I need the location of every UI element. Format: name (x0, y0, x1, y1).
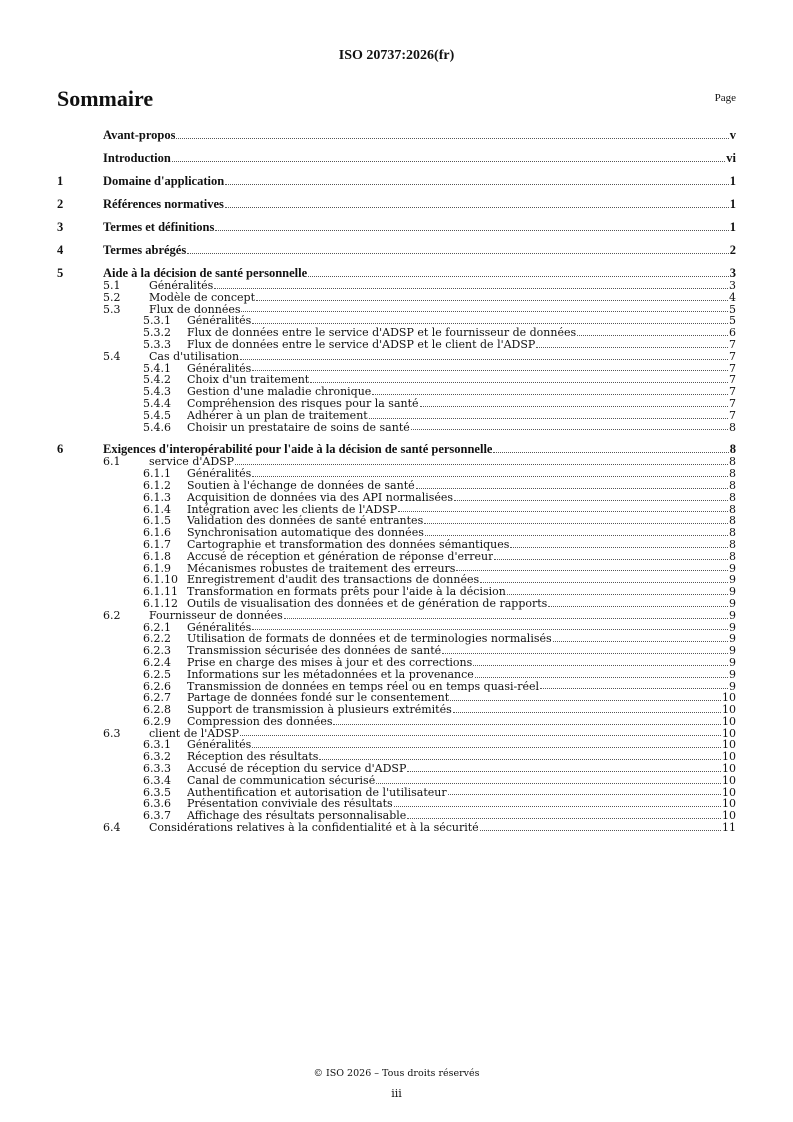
toc-entry-page: 10 (722, 738, 736, 752)
toc-entry-page: 8 (729, 537, 736, 551)
toc-entry-number: 6.1.9 (143, 561, 171, 575)
toc-entry-number: 6.1.3 (143, 490, 171, 504)
toc-entry-page: 2 (729, 243, 736, 257)
toc-entry-title: Généralités (187, 315, 252, 328)
toc-entry[interactable] (57, 716, 736, 728)
dot-leader (252, 368, 728, 371)
dot-leader (176, 136, 728, 139)
toc-entry-title: Fournisseur de données (149, 609, 283, 622)
toc-entry-number: 6.2.9 (143, 714, 171, 728)
toc-entry-page: 3 (729, 279, 736, 292)
toc-entry-title: Prise en charge des mises à jour et des corrections (187, 656, 473, 669)
dot-leader (172, 159, 725, 162)
toc-entry-page: 10 (722, 714, 736, 728)
toc-entry-number: 6.1.2 (143, 478, 171, 492)
toc-entry-number: 5.4.5 (143, 408, 171, 422)
toc-entry-number: 5.4.2 (143, 373, 171, 387)
dot-leader (448, 792, 721, 795)
dot-leader (310, 380, 728, 383)
toc-entry-title: Termes et définitions (103, 220, 215, 234)
toc-entry-title: Exigences d'interopérabilité pour l'aide à la décision de santé personnelle (103, 442, 493, 457)
toc-entry-number: 6.4 (103, 821, 121, 835)
toc-entry-title: Compression des données (187, 715, 333, 728)
toc-entry-number: 5.4.3 (143, 385, 171, 399)
toc-entry-number: 5.3 (103, 302, 121, 316)
toc-entry[interactable] (57, 351, 736, 363)
toc-entry-number: 6.1.12 (143, 596, 178, 610)
dot-leader (493, 450, 728, 453)
toc-entry-page: 6 (729, 326, 736, 340)
dot-leader (187, 251, 729, 254)
toc-entry-page: 10 (722, 797, 736, 811)
dot-leader (284, 616, 728, 619)
toc-entry-title: Références normatives (103, 197, 224, 211)
dot-leader (507, 592, 728, 595)
dot-leader (398, 509, 728, 512)
toc-entry-title: Généralités (187, 468, 252, 480)
toc-title: Sommaire (57, 86, 154, 111)
toc-entry-page: 10 (722, 762, 736, 776)
toc-entry[interactable] (57, 197, 736, 211)
toc-entry-title: Enregistrement d'audit des transactions de données (187, 574, 480, 587)
toc-entry-title: Domaine d'application (103, 174, 225, 188)
dot-leader (577, 333, 728, 336)
toc-entry[interactable] (57, 220, 736, 234)
toc-entry-number: 5.4.1 (143, 361, 171, 375)
dot-leader (252, 627, 728, 630)
toc-entry-page: 7 (729, 337, 736, 351)
toc-entry[interactable] (57, 243, 736, 257)
dot-leader (241, 309, 728, 312)
toc-entry-page: 8 (729, 467, 736, 481)
toc-entry-number: 6.1.5 (143, 514, 171, 528)
toc-entry-title: Mécanismes robustes de traitement des erreurs (187, 562, 456, 575)
toc-entry-page: 7 (729, 361, 736, 375)
toc-entry-title: Gestion d'une maladie chronique (187, 386, 372, 398)
toc-entry[interactable] (57, 442, 736, 456)
toc-entry-page: 5 (729, 302, 736, 316)
toc-entry-title: Cas d'utilisation (149, 350, 240, 363)
page-column-label: Page (714, 92, 736, 104)
toc-entry-number: 5.4 (103, 349, 121, 363)
toc-entry[interactable] (57, 280, 736, 292)
toc-entry-page: 8 (729, 442, 736, 457)
toc-entry-page: 10 (722, 703, 736, 717)
toc-entry[interactable] (57, 410, 736, 422)
toc-entry-page: 8 (729, 478, 736, 492)
toc-entry-page: 8 (729, 455, 736, 469)
toc-entry-page: 10 (722, 750, 736, 764)
dot-leader (548, 604, 728, 607)
toc-entry-page: 8 (729, 502, 736, 516)
toc-entry-number: 6.2.7 (143, 691, 171, 705)
dot-leader (319, 757, 721, 760)
toc-entry-number: 5.2 (103, 290, 121, 304)
toc-entry-title: Affichage des résultats personnalisable (187, 810, 407, 823)
toc-entry-title: Flux de données entre le service d'ADSP et le fournisseur de données (187, 327, 577, 339)
toc-entry[interactable] (57, 539, 736, 551)
toc-entry-number: 5.1 (103, 279, 121, 292)
dot-leader (425, 533, 728, 536)
toc-entry-number: 6.2.6 (143, 679, 171, 693)
toc-entry-number: 6.2.5 (143, 667, 171, 681)
dot-leader (376, 781, 721, 784)
toc-entry[interactable] (57, 480, 736, 492)
toc-entry-title: Présentation conviviale des résultats (187, 798, 393, 811)
toc-entry-title: Accusé de réception du service d'ADSP (187, 763, 407, 775)
toc-entry-title: Choisir un prestataire de soins de santé (187, 421, 410, 434)
toc-entry-title: Considérations relatives à la confidentialité et à la sécurité (149, 822, 479, 834)
toc-entry-title: Réception des résultats (187, 751, 319, 764)
toc-entry[interactable] (57, 775, 736, 787)
toc-entry-title: Flux de données entre le service d'ADSP et le client de l'ADSP (187, 338, 536, 351)
toc-entry-page: 7 (729, 408, 736, 422)
toc-entry-page: 9 (729, 573, 736, 587)
toc-entry-title: Synchronisation automatique des données (187, 527, 424, 539)
toc-entry-page: 4 (729, 290, 736, 304)
toc-entry[interactable] (57, 292, 736, 304)
toc-entry-title: Acquisition de données via des API normalisées (187, 491, 454, 504)
toc-entry-title: Choix d'un traitement (187, 374, 310, 387)
dot-leader (214, 286, 728, 289)
toc-entry-title: Authentification et autorisation de l'utilisateur (187, 786, 447, 799)
toc-entry-page: 9 (729, 561, 736, 575)
dot-leader (372, 392, 728, 395)
dot-leader (256, 298, 728, 301)
toc-entry-page: 9 (729, 655, 736, 669)
toc-entry-page: 9 (729, 596, 736, 610)
toc-entry[interactable] (57, 822, 736, 834)
toc-entry-number: 6.2 (103, 608, 121, 622)
toc-entry-title: Modèle de concept (149, 291, 256, 304)
dot-leader (225, 182, 729, 185)
toc-entry-number: 6.1.6 (143, 526, 171, 540)
toc-entry[interactable] (57, 669, 736, 681)
toc-entry-number: 5.3.2 (143, 326, 171, 340)
toc-entry[interactable] (57, 810, 736, 822)
toc-entry-title: Utilisation de formats de données et de terminologies normalisés (187, 633, 552, 646)
toc-entry-number: 6.3.7 (143, 809, 171, 823)
toc-entry[interactable] (57, 398, 736, 410)
toc-entry-number: 4 (57, 243, 64, 257)
toc-entry-page: 9 (729, 620, 736, 634)
toc-entry-page: 8 (729, 514, 736, 528)
dot-leader (369, 416, 728, 419)
toc-entry-title: Aide à la décision de santé personnelle (103, 266, 308, 280)
toc-entry-number: 3 (57, 220, 64, 234)
document-header: ISO 20737:2026(fr) (338, 48, 455, 63)
toc-entry-page: 7 (729, 349, 736, 363)
toc-entry[interactable] (57, 610, 736, 622)
dot-leader (450, 698, 721, 701)
dot-leader (456, 568, 728, 571)
dot-leader (240, 357, 728, 360)
copyright-notice: © ISO 2026 – Tous droits réservés (313, 1068, 480, 1079)
toc-entry-number: 6.2.3 (143, 644, 171, 658)
toc-entry-number: 6.3.4 (143, 773, 171, 787)
toc-entry-page: 1 (729, 220, 736, 234)
toc-entry-number: 6.1.7 (143, 537, 171, 551)
toc-entry-number: 5.4.6 (143, 420, 171, 434)
toc-entry-title: Généralités (187, 362, 252, 375)
toc-entry-page: 10 (722, 726, 736, 740)
toc-entry-number: 6.2.1 (143, 620, 171, 634)
toc-entry-number: 6.2.2 (143, 632, 171, 646)
toc-entry-page: v (729, 128, 736, 142)
toc-entry-title: Soutien à l'échange de données de santé (187, 479, 415, 492)
dot-leader (480, 580, 728, 583)
toc-entry[interactable] (57, 174, 736, 188)
toc-entry-title: Flux de données (149, 303, 241, 316)
toc-entry-title: Généralités (187, 621, 252, 634)
toc-entry-number: 6.2.8 (143, 703, 171, 717)
toc-entry-page: 10 (722, 785, 736, 799)
toc-entry-title: Validation des données de santé entrantes (187, 515, 424, 528)
dot-leader (215, 228, 728, 231)
dot-leader (252, 321, 728, 324)
dot-leader (394, 804, 721, 807)
toc-entry-page: 9 (729, 632, 736, 646)
toc-entry-page: 11 (722, 821, 736, 835)
toc-entry-title: Compréhension des risques pour la santé (187, 397, 419, 410)
dot-leader (424, 521, 728, 524)
toc-entry-page: 8 (729, 420, 736, 434)
toc-entry-page: 10 (722, 691, 736, 705)
toc-entry-number: 6.1.10 (143, 573, 178, 587)
toc-entry-page: 7 (729, 396, 736, 410)
toc-entry-number: 6.1.1 (143, 467, 171, 481)
toc-entry-page: 9 (729, 585, 736, 599)
dot-leader (333, 722, 721, 725)
toc-entry-number: 5.4.4 (143, 396, 171, 410)
dot-leader (475, 675, 728, 678)
toc-entry-page: 7 (729, 373, 736, 387)
toc-entry-title: Transmission sécurisée des données de santé (187, 645, 442, 657)
toc-entry-number: 6.3.2 (143, 750, 171, 764)
toc-entry-title: Accusé de réception et génération de réponse d'erreur (187, 550, 494, 563)
toc-entry-number: 1 (57, 174, 64, 188)
toc-entry-number: 5.3.3 (143, 337, 171, 351)
toc-entry-page: 8 (729, 490, 736, 504)
table-of-contents (57, 128, 736, 834)
toc-entry-title: Transformation en formats prêts pour l'aide à la décision (187, 586, 506, 598)
dot-leader (553, 639, 728, 642)
toc-entry-title: Généralités (187, 739, 252, 752)
dot-leader (252, 745, 721, 748)
toc-entry-number: 6.3.3 (143, 762, 171, 776)
toc-entry-number: 6.2.4 (143, 655, 171, 669)
toc-entry-number: 6.1 (103, 455, 121, 469)
dot-leader (494, 557, 728, 560)
dot-leader (225, 205, 729, 208)
dot-leader (473, 663, 728, 666)
toc-entry-title: Cartographie et transformation des données sémantiques (187, 538, 510, 551)
toc-entry-title: service d'ADSP (149, 456, 235, 469)
toc-entry-title: Adhérer à un plan de traitement (187, 409, 368, 422)
toc-entry-page: 10 (722, 773, 736, 787)
toc-entry[interactable] (57, 128, 736, 142)
dot-leader (442, 651, 728, 654)
toc-entry[interactable] (57, 422, 736, 434)
toc-entry-number: 2 (57, 197, 64, 211)
toc-entry-number: 6 (57, 442, 64, 457)
toc-entry-page: 8 (729, 549, 736, 563)
toc-entry-number: 6.3.1 (143, 738, 171, 752)
toc-entry-page: vi (726, 151, 736, 165)
toc-entry[interactable] (57, 339, 736, 351)
page-number: iii (391, 1087, 402, 1100)
toc-entry-number: 5 (57, 266, 64, 280)
dot-leader (240, 733, 721, 736)
toc-entry-number: 6.1.8 (143, 549, 171, 563)
toc-entry-page: 9 (729, 667, 736, 681)
toc-entry-page: 8 (729, 526, 736, 540)
dot-leader (536, 345, 728, 348)
toc-entry-page: 10 (722, 809, 736, 823)
toc-entry-page: 1 (729, 174, 736, 188)
toc-entry-number: 6.1.11 (143, 585, 178, 599)
toc-entry-page: 7 (729, 385, 736, 399)
toc-entry-title: Avant-propos (103, 128, 176, 142)
toc-entry-page: 1 (729, 197, 736, 211)
toc-entry-title: Outils de visualisation des données et de génération de rapports (187, 597, 548, 610)
dot-leader (540, 686, 728, 689)
toc-entry-number: 6.3.6 (143, 797, 171, 811)
toc-entry-title: client de l'ADSP (149, 727, 239, 740)
dot-leader (480, 828, 721, 831)
toc-entry[interactable] (57, 551, 736, 563)
toc-entry-title: Canal de communication sécurisé (187, 774, 376, 787)
toc-entry-number: 5.3.1 (143, 314, 171, 328)
toc-entry-title: Transmission de données en temps réel ou en temps quasi-réel (187, 680, 540, 693)
toc-entry-title: Termes abrégés (103, 243, 187, 257)
toc-entry-number: 6.3 (103, 726, 121, 740)
toc-entry-title: Généralités (149, 280, 214, 292)
dot-leader (510, 545, 728, 548)
toc-entry-number: 6.1.4 (143, 502, 171, 516)
toc-entry-page: 5 (729, 314, 736, 328)
dot-leader (235, 462, 728, 465)
toc-entry[interactable] (57, 151, 736, 165)
dot-leader (252, 474, 728, 477)
toc-entry-number: 6.3.5 (143, 785, 171, 799)
dot-leader (416, 486, 728, 489)
dot-leader (411, 427, 728, 430)
dot-leader (453, 710, 721, 713)
toc-entry[interactable] (57, 266, 736, 280)
toc-entry-title: Partage de données fondé sur le consentement (187, 692, 450, 705)
toc-entry-page: 9 (729, 644, 736, 658)
toc-entry-page: 3 (729, 266, 736, 280)
dot-leader (407, 769, 721, 772)
toc-entry-title: Intégration avec les clients de l'ADSP (187, 503, 398, 516)
toc-entry-title: Support de transmission à plusieurs extrémités (187, 704, 452, 716)
toc-entry-page: 9 (729, 679, 736, 693)
toc-entry[interactable] (57, 657, 736, 669)
dot-leader (420, 404, 728, 407)
toc-entry-title: Informations sur les métadonnées et la provenance (187, 668, 474, 681)
dot-leader (308, 274, 729, 277)
toc-entry-title: Introduction (103, 151, 171, 165)
dot-leader (407, 816, 721, 819)
toc-entry-page: 9 (729, 608, 736, 622)
dot-leader (454, 498, 728, 501)
toc-entry[interactable] (57, 598, 736, 610)
toc-entry[interactable] (57, 492, 736, 504)
